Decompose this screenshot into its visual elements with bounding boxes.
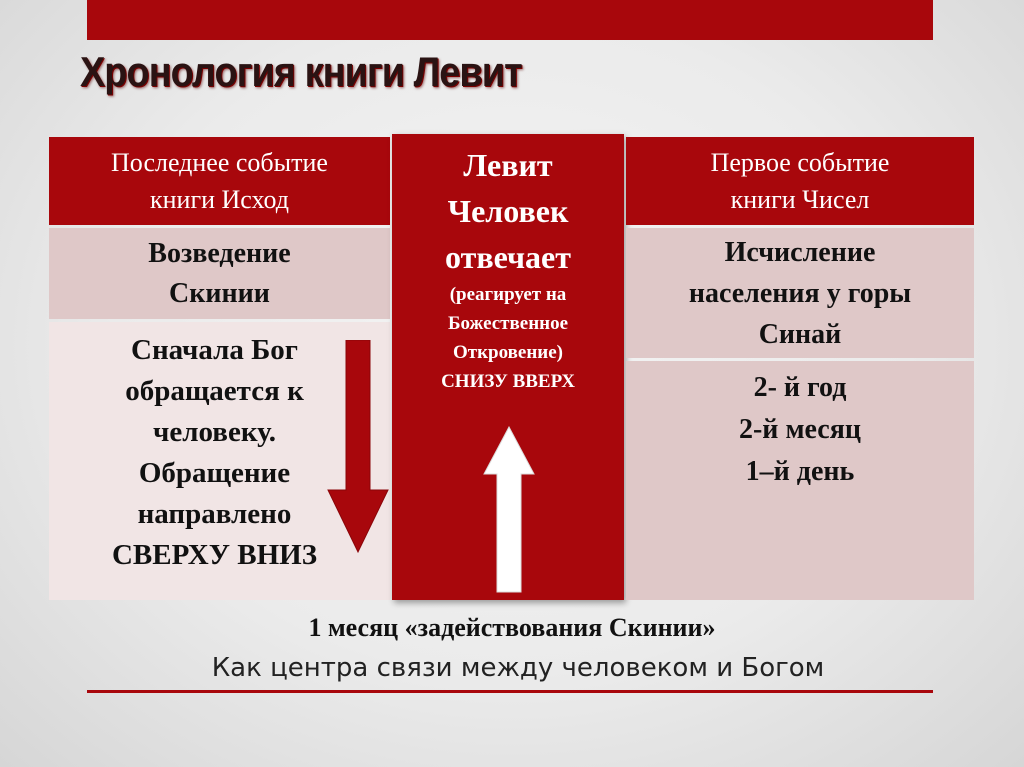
- center-column: [392, 134, 624, 600]
- right-row-1: [626, 228, 974, 358]
- center-line-3: отвечает: [445, 239, 571, 275]
- left-row-1-line-1: Возведение: [148, 237, 291, 269]
- right-header-line-2: книги Чисел: [730, 185, 870, 214]
- left-row-2-line-4: Обращение: [138, 457, 291, 489]
- slide-title: Хронология книги Левит: [80, 48, 522, 95]
- left-row-1-line-2: Скинии: [169, 277, 270, 309]
- right-row-2: [626, 361, 974, 600]
- right-header: [626, 137, 974, 225]
- right-row-1-line-2: населения у горы: [688, 277, 912, 309]
- right-row-1-line-1: Исчисление: [724, 236, 876, 268]
- arrow-up-icon: [481, 424, 537, 596]
- center-note-4: СНИЗУ ВВЕРХ: [441, 371, 575, 392]
- center-note-3: Откровение): [452, 342, 563, 363]
- left-row-1: [49, 228, 390, 319]
- left-header-line-2: книги Исход: [149, 185, 289, 214]
- right-row-1-line-3: Синай: [758, 318, 842, 350]
- left-header: [49, 137, 390, 225]
- right-row-2-line-1: 2- й год: [753, 372, 847, 403]
- arrow-down-icon: [326, 340, 390, 558]
- center-note-2: Божественное: [447, 313, 569, 334]
- right-header-line-1: Первое событие: [710, 148, 890, 177]
- left-row-2-line-1: Сначала Бог: [131, 334, 298, 366]
- left-row-2-line-5: направлено: [137, 498, 292, 530]
- center-title: Левит: [463, 147, 553, 183]
- right-row-2-line-2: 2-й месяц: [738, 414, 861, 445]
- right-row-2-line-3: 1–й день: [745, 456, 855, 487]
- footer-divider: [87, 690, 933, 693]
- footer-subtitle: Как центра связи между человеком и Богом: [211, 653, 825, 683]
- left-row-2-line-6: СВЕРХУ ВНИЗ: [111, 539, 318, 571]
- footer-title: 1 месяц «задействования Скинии»: [308, 613, 716, 642]
- left-row-2-line-2: обращается к: [125, 375, 304, 407]
- left-header-line-1: Последнее событие: [111, 148, 328, 177]
- left-row-2-line-3: человеку.: [153, 416, 276, 448]
- center-note-1: (реагирует на: [449, 284, 567, 305]
- center-line-2: Человек: [447, 193, 569, 229]
- top-accent-bar: [87, 0, 933, 40]
